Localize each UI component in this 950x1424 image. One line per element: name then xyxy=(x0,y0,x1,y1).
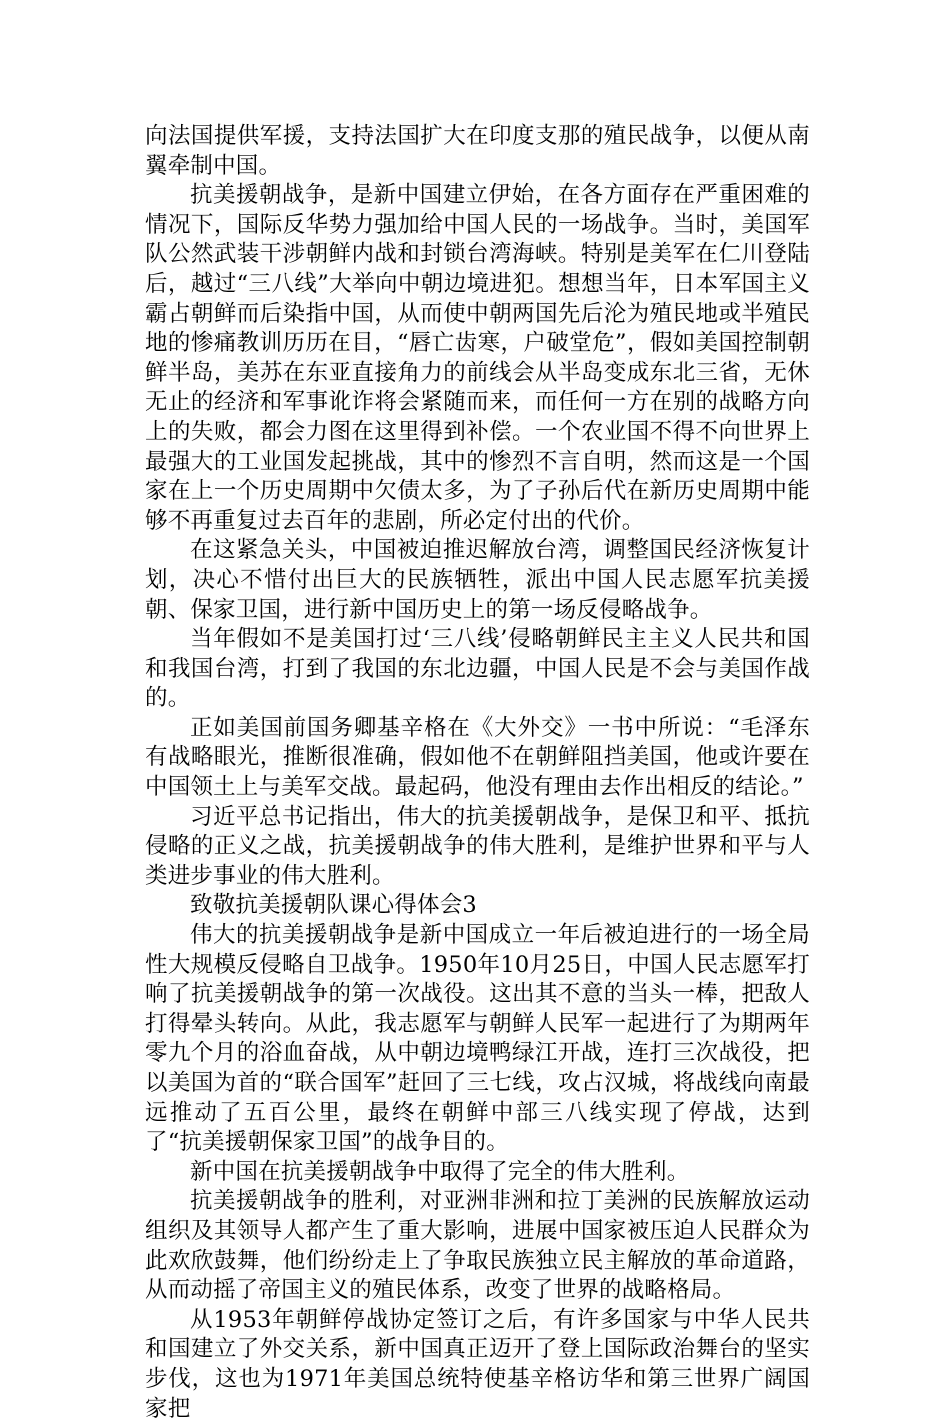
paragraph-8: 新中国在抗美援朝战争中取得了完全的伟大胜利。 xyxy=(190,1158,690,1185)
section-heading: 致敬抗美援朝队课心得体会3 xyxy=(190,892,477,919)
paragraph-6: 习近平总书记指出，伟大的抗美援朝战争，是保卫和平、抵抗侵略的正义之战，抗美援朝战争的伟大胜利，是维护世界和平与人类进步事业的伟大胜利。 xyxy=(145,803,810,889)
paragraph-9: 抗美援朝战争的胜利，对亚洲非洲和拉丁美洲的民族解放运动组织及其领导人都产生了重大影响，进展中国家被压迫人民群众为此欢欣鼓舞，他们纷纷走上了争取民族独立民主解放的革命道路，从而动摇了帝国主义的殖民体系，改变了世界的战略格局。 xyxy=(145,1188,810,1304)
document-body xyxy=(145,122,810,1424)
paragraph-1: 向法国提供军援，支持法国扩大在印度支那的殖民战争，以便从南翼牵制中国。 xyxy=(145,123,810,179)
paragraph-5: 正如美国前国务卿基辛格在《大外交》一书中所说：“毛泽东有战略眼光，推断很准确，假如他不在朝鲜阻挡美国，他或许要在中国领土上与美军交战。最起码，他没有理由去作出相反的结论。” xyxy=(145,714,810,801)
paragraph-10: 从1953年朝鲜停战协定签订之后，有许多国家与中华人民共和国建立了外交关系，新中国真正迈开了登上国际政治舞台的坚实步伐，这也为1971年美国总统特使基辛格访华和第三世界广阔国家把 xyxy=(145,1306,810,1422)
paragraph-4: 当年假如不是美国打过‘三八线’侵略朝鲜民主主义人民共和国和我国台湾，打到了我国的东北边疆，中国人民是不会与美国作战的。 xyxy=(145,626,810,712)
paragraph-7: 伟大的抗美援朝战争是新中国成立一年后被迫进行的一场全局性大规模反侵略自卫战争。1950年10月25日，中国人民志愿军打响了抗美援朝战争的第一次战役。这出其不意的当头一棒，把敌人打得晕头转向。从此，我志愿军与朝鲜人民军一起进行了为期两年零九个月的浴血奋战，从中朝边境鸭绿江开战，连打三次战役，把以美国为首的“联合国军”赶回了三七线，攻占汉城，将战线向南最远推动了五百公里，最终在朝鲜中部三八线实现了停战，达到了“抗美援朝保家卫国”的战争目的。 xyxy=(145,922,810,1156)
paragraph-2: 抗美援朝战争，是新中国建立伊始，在各方面存在严重困难的情况下，国际反华势力强加给中国人民的一场战争。当时，美国军队公然武装干涉朝鲜内战和封锁台湾海峡。特别是美军在仁川登陆后，越过“三八线”大举向中朝边境进犯。想想当年，日本军国主义霸占朝鲜而后染指中国，从而使中朝两国先后沦为殖民地或半殖民地的惨痛教训历历在目，“唇亡齿寒，户破堂危”，假如美国控制朝鲜半岛，美苏在东亚直接角力的前线会从半岛变成东北三省，无休无止的经济和军事讹诈将会紧随而来，而任何一方在别的战略方向上的失败，都会力图在这里得到补偿。一个农业国不得不向世界上最强大的工业国发起挑战，其中的惨烈不言自明，然而这是一个国家在上一个历史周期中欠债太多，为了子孙后代在新历史周期中能够不再重复过去百年的悲剧，所必定付出的代价。 xyxy=(145,182,810,534)
paragraph-3: 在这紧急关头，中国被迫推迟解放台湾，调整国民经济恢复计划，决心不惜付出巨大的民族牺牲，派出中国人民志愿军抗美援朝、保家卫国，进行新中国历史上的第一场反侵略战争。 xyxy=(145,537,810,623)
